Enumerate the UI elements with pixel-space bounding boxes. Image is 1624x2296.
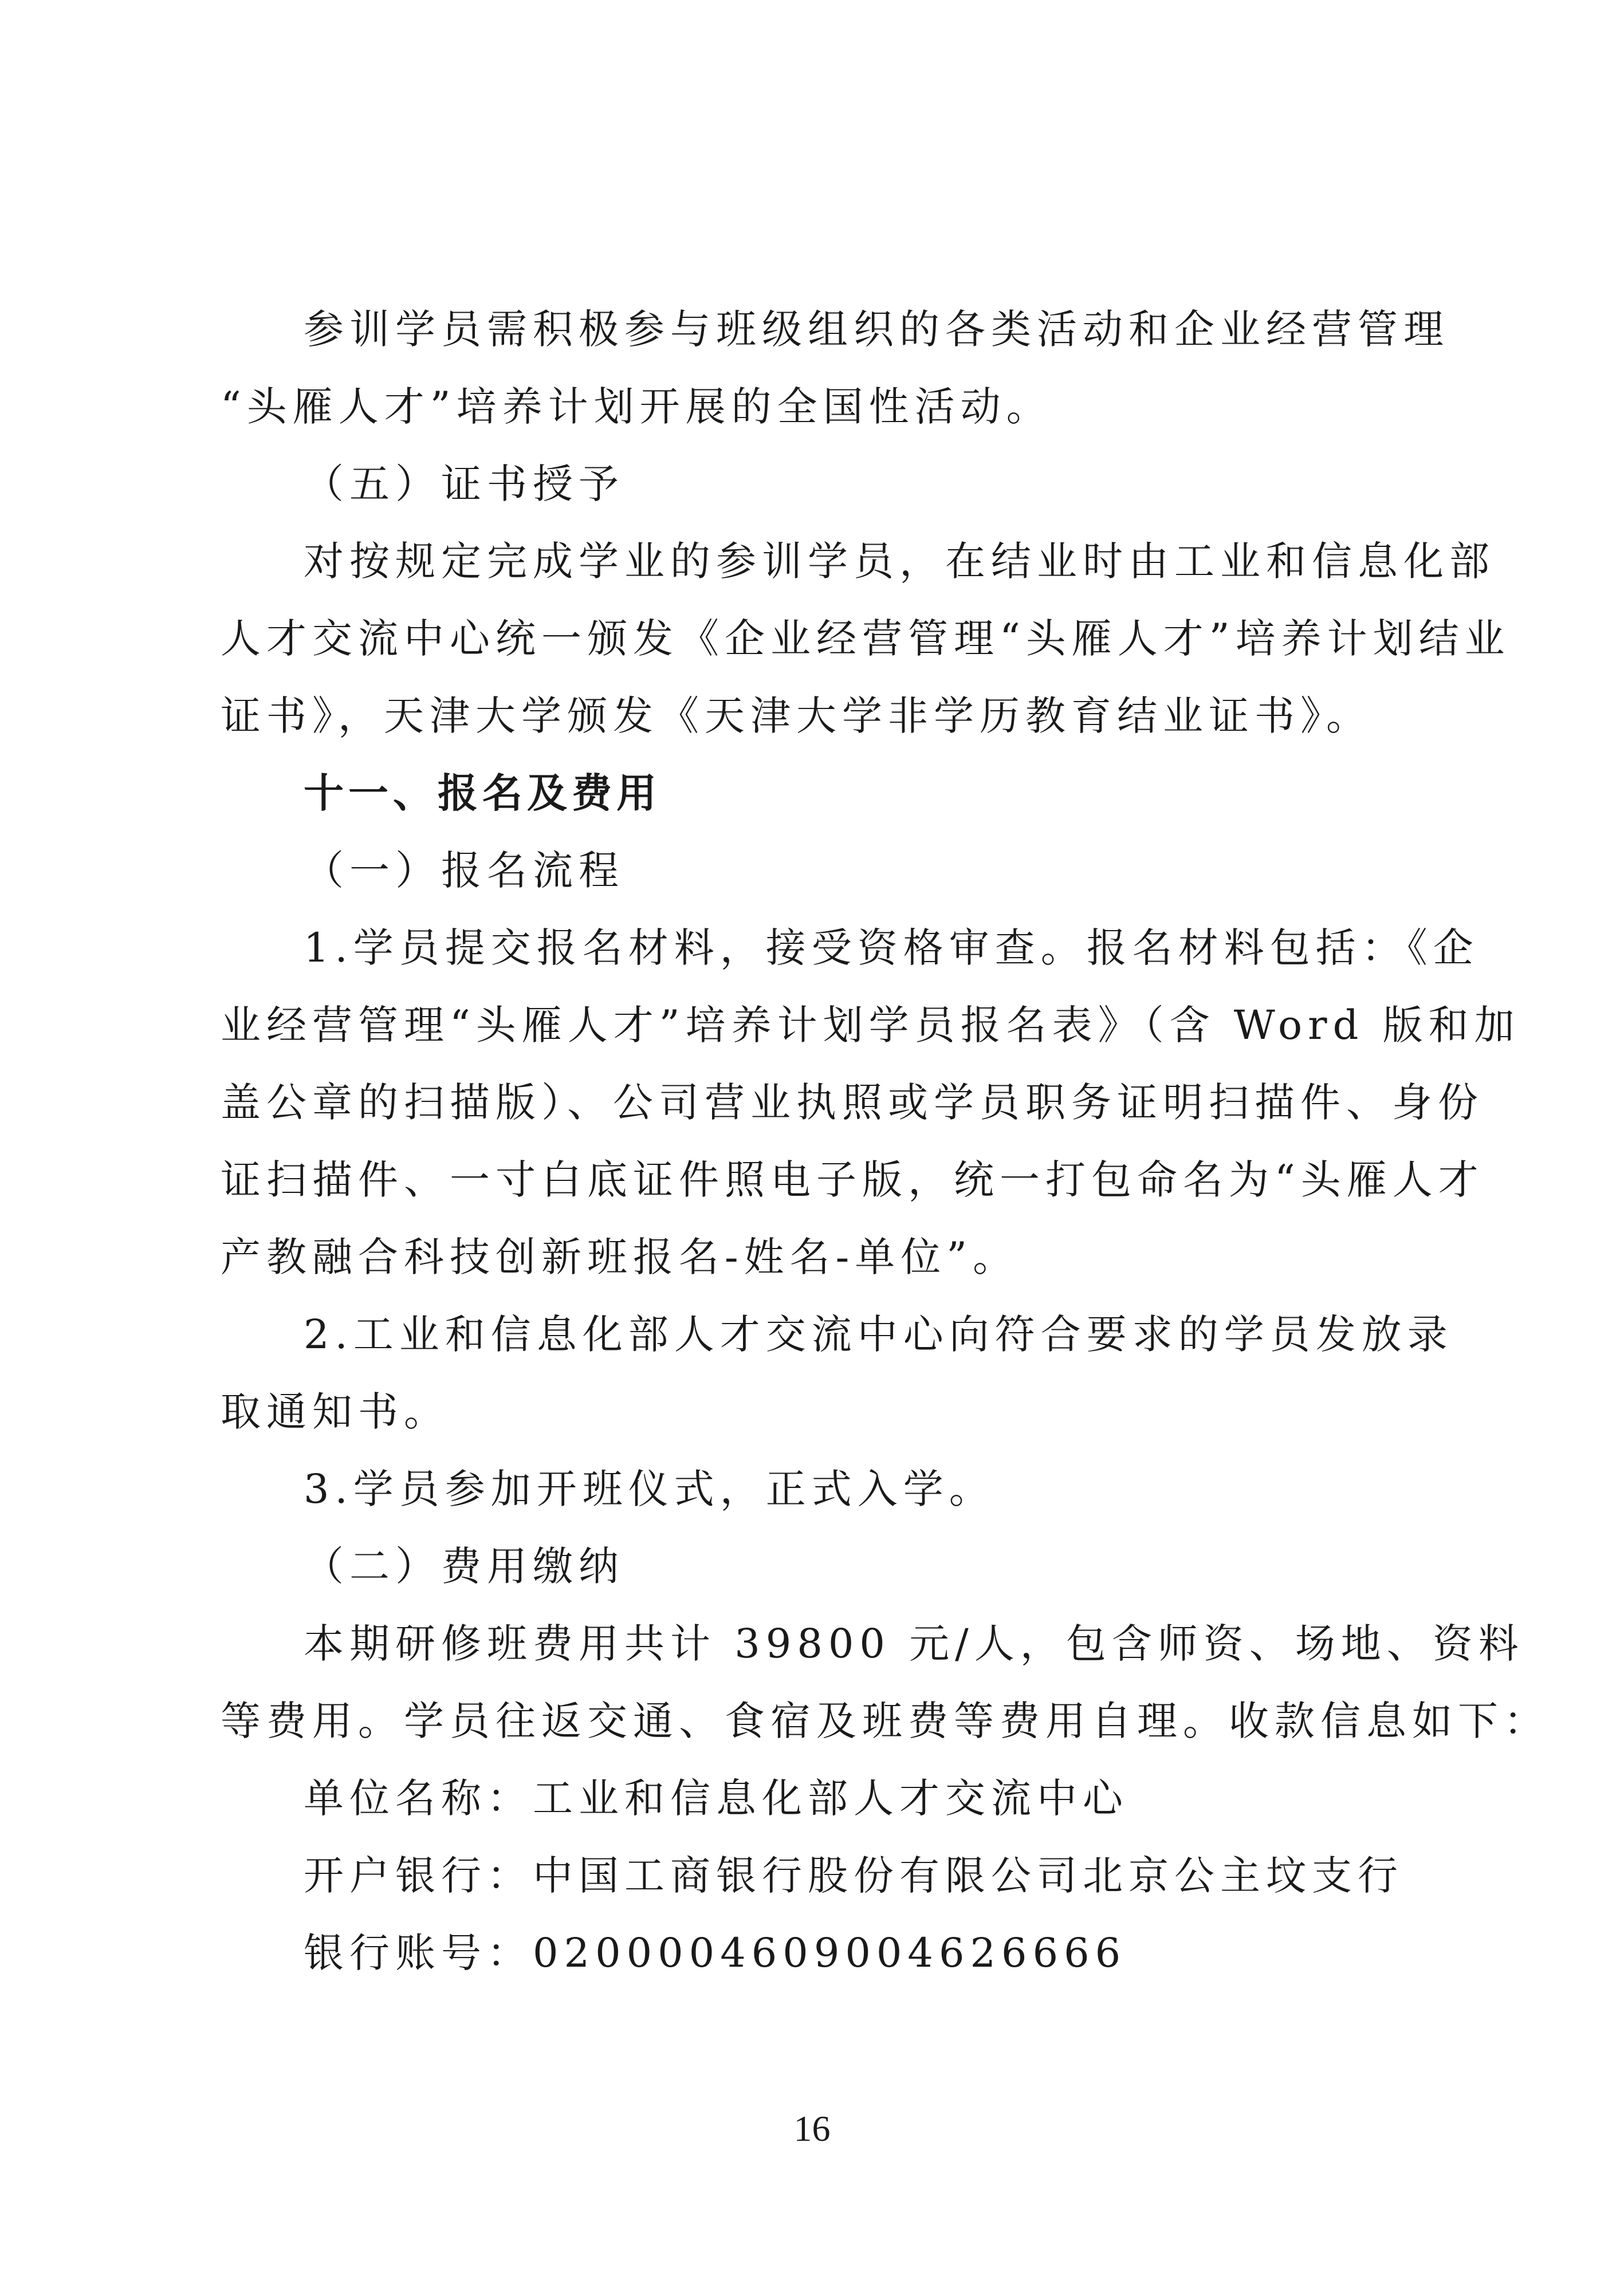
- paragraph-line: 等费用。学员往返交通、食宿及班费等费用自理。收款信息如下：: [221, 1698, 1550, 1744]
- paragraph-line: “头雁人才”培养计划开展的全国性活动。: [221, 383, 1052, 430]
- paragraph-line: 2.工业和信息化部人才交流中心向符合要求的学员发放录: [304, 1311, 1453, 1358]
- paragraph-line: 证扫描件、一寸白底证件照电子版，统一打包命名为“头雁人才: [221, 1156, 1484, 1203]
- paragraph-line: 人才交流中心统一颁发《企业经营管理“头雁人才”培养计划结业: [221, 615, 1511, 662]
- chapter-heading: 十一、报名及费用: [304, 769, 661, 817]
- paragraph-line: 1.学员提交报名材料，接受资格审查。报名材料包括：《企: [304, 924, 1479, 971]
- paragraph-line: 取通知书。: [221, 1388, 450, 1435]
- section-heading: （一）报名流程: [304, 847, 624, 894]
- payee-name: 单位名称：工业和信息化部人才交流中心: [304, 1775, 1128, 1822]
- section-heading: （五）证书授予: [304, 460, 624, 507]
- bank-name: 开户银行：中国工商银行股份有限公司北京公主坟支行: [304, 1852, 1403, 1899]
- paragraph-line: 盖公章的扫描版）、公司营业执照或学员职务证明扫描件、身份: [221, 1079, 1484, 1126]
- paragraph-line: 对按规定完成学业的参训学员，在结业时由工业和信息化部: [304, 538, 1495, 585]
- paragraph-line: 产教融合科技创新班报名-姓名-单位”。: [221, 1234, 1019, 1281]
- paragraph-line: 证书》，天津大学颁发《天津大学非学历教育结业证书》。: [221, 692, 1372, 739]
- page-number: 16: [793, 2108, 831, 2149]
- paragraph-line: 本期研修班费用共计 39800 元/人，包含师资、场地、资料: [304, 1620, 1524, 1667]
- paragraph-line: 参训学员需积极参与班级组织的各类活动和企业经营管理: [304, 306, 1449, 353]
- bank-account: 银行账号：0200004609004626666: [304, 1929, 1127, 1976]
- paragraph-line: 3.学员参加开班仪式，正式入学。: [304, 1466, 995, 1513]
- section-heading: （二）费用缴纳: [304, 1543, 624, 1590]
- paragraph-line: 业经营管理“头雁人才”培养计划学员报名表》（含 Word 版和加: [221, 1002, 1520, 1049]
